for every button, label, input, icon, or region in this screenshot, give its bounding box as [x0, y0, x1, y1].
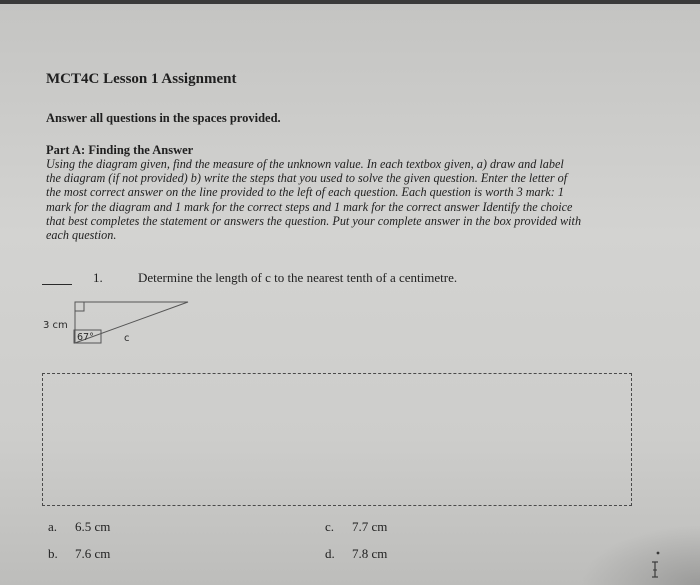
screen-glare [580, 525, 700, 585]
hypotenuse-label: c [124, 333, 130, 344]
question-number: 1. [93, 270, 103, 285]
part-a-instructions [46, 157, 688, 242]
choice-text: 7.6 cm [75, 546, 111, 561]
window-top-edge [0, 0, 700, 4]
side-label: 3 cm [43, 320, 68, 331]
answer-textbox[interactable] [42, 373, 632, 506]
choice-c [325, 519, 387, 535]
choice-letter: a. [48, 519, 58, 534]
general-instructions: Answer all questions in the spaces provided. [46, 111, 281, 125]
part-a-line: each question. [46, 228, 117, 243]
choice-a [48, 519, 110, 535]
triangle-diagram [40, 290, 200, 352]
document-title: MCT4C Lesson 1 Assignment [46, 71, 237, 87]
right-angle-marker [75, 302, 84, 311]
choice-letter: d. [325, 546, 335, 561]
part-a-line: the most correct answer on the line provided to the left of each question. Each question is worth 3 mark: 1 [46, 185, 565, 200]
choice-b [48, 546, 110, 562]
choice-text: 7.7 cm [352, 519, 388, 534]
answer-letter-line[interactable] [42, 284, 72, 285]
angle-label: 67° [77, 332, 94, 343]
part-a-line: mark for the diagram and 1 mark for the correct steps and 1 mark for the correct answer Identify the choice [46, 199, 573, 214]
question-prompt: Determine the length of c to the nearest tenth of a centimetre. [138, 270, 458, 285]
choice-letter: b. [48, 546, 58, 561]
choice-text: 7.8 cm [352, 546, 388, 561]
choice-text: 6.5 cm [75, 519, 111, 534]
part-a-line: Using the diagram given, find the measure of the unknown value. In each textbox given, a) draw and label [46, 157, 564, 171]
part-a-line: the diagram (if not provided) b) write the steps that you used to solve the given question. Enter the letter of [46, 171, 568, 186]
part-a-line: that best completes the statement or answers the question. Put your complete answer in the box provided with [46, 213, 582, 228]
choice-letter: c. [325, 519, 335, 534]
choice-d [325, 546, 387, 562]
part-a-heading: Part A: Finding the Answer [46, 143, 194, 157]
